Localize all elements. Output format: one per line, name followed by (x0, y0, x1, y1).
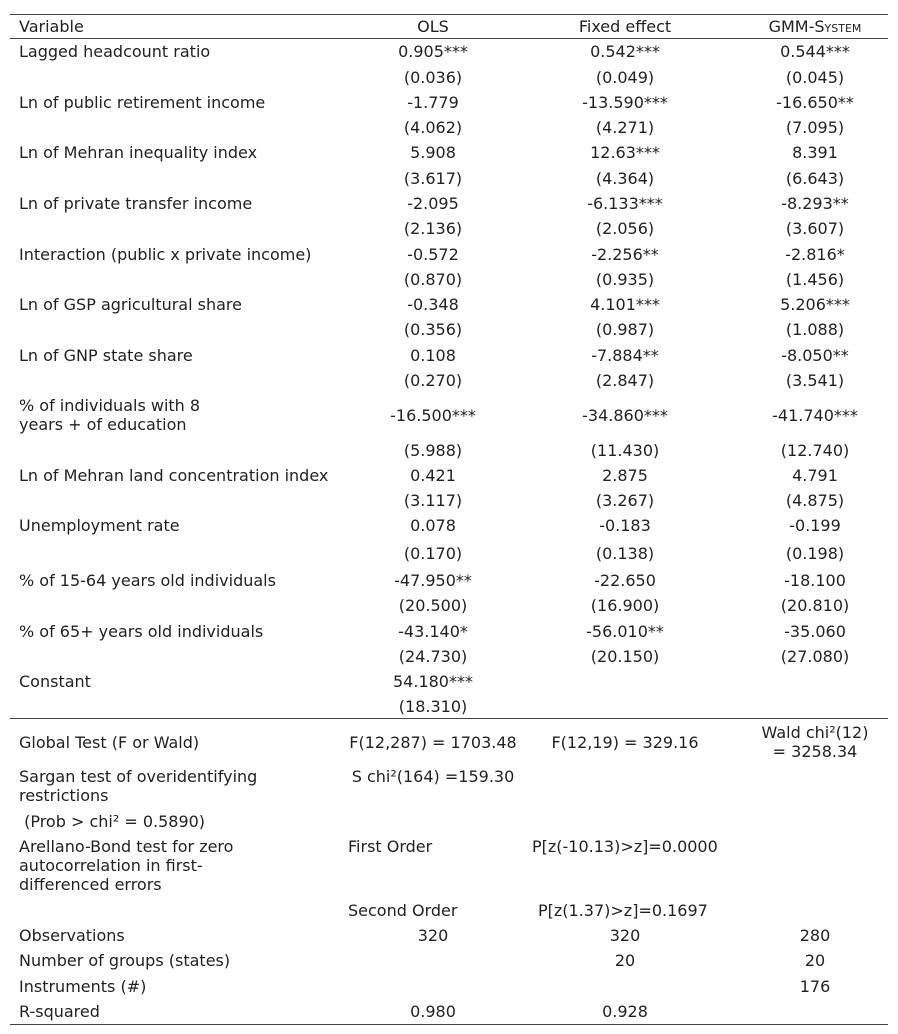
rsquared-label: R-squared (19, 1002, 100, 1021)
row-label: Lagged headcount ratio (19, 42, 211, 61)
row-label: Ln of Mehran inequality index (19, 143, 258, 162)
ols-se: (5.988) (403, 441, 463, 460)
instruments-gmm: 176 (799, 977, 831, 996)
sargan-ols: S chi²(164) =159.30 (351, 767, 515, 786)
ols-se: (3.117) (403, 491, 463, 510)
ols-se: (0.270) (403, 371, 463, 390)
row-label: % of 65+ years old individuals (19, 622, 264, 641)
arellano-second-order: Second Order (348, 901, 458, 920)
observations-fe: 320 (609, 926, 641, 945)
fe-coef: -7.884** (591, 346, 659, 365)
ols-coef: 54.180*** (393, 672, 473, 691)
fe-se: (4.364) (595, 169, 655, 188)
fe-se: (2.056) (595, 219, 655, 238)
row-label-prefix: Ln of (19, 295, 64, 314)
gmm-se: (27.080) (780, 647, 850, 666)
arellano-first-value: P[z(-10.13)>z]=0.0000 (532, 837, 718, 856)
gmm-se: (6.643) (785, 169, 845, 188)
fe-se: (11.430) (590, 441, 660, 460)
gmm-se: (1.456) (785, 270, 845, 289)
gmm-se: (1.088) (785, 320, 845, 339)
ols-se: (0.170) (403, 544, 463, 563)
fe-coef: -2.256** (591, 245, 659, 264)
ols-se: (4.062) (403, 118, 463, 137)
ols-se: (24.730) (398, 647, 468, 666)
arellano-label-line3: differenced errors (19, 875, 162, 894)
rsquared-ols: 0.980 (410, 1002, 456, 1021)
row-label: % of 15-64 years old individuals (19, 571, 276, 590)
gmm-coef: -35.060 (784, 622, 846, 641)
fe-coef: -22.650 (594, 571, 656, 590)
fe-se: (4.271) (595, 118, 655, 137)
ols-coef: 5.908 (410, 143, 456, 162)
gmm-coef: -0.199 (789, 516, 841, 535)
row-label: Interaction (public x private income) (19, 245, 312, 264)
observations-label: Observations (19, 926, 125, 945)
row-label-abbrev: GSP (63, 295, 96, 314)
gmm-coef: -16.650** (776, 93, 854, 112)
ols-se: (0.036) (403, 68, 463, 87)
fe-coef: -13.590*** (582, 93, 668, 112)
ols-coef: 0.421 (410, 466, 456, 485)
fe-se: (3.267) (595, 491, 655, 510)
gmm-coef: -41.740*** (772, 406, 858, 425)
row-label: Ln of public retirement income (19, 93, 266, 112)
fe-coef: -6.133*** (587, 194, 663, 213)
global-test-fe: F(12,19) = 329.16 (551, 733, 699, 752)
groups-fe: 20 (614, 951, 636, 970)
fe-se: (2.847) (595, 371, 655, 390)
header-rule (10, 38, 888, 39)
fe-se: (0.138) (595, 544, 655, 563)
bottom-rule (10, 1024, 888, 1025)
row-label: Ln of private transfer income (19, 194, 253, 213)
ols-coef: 0.078 (410, 516, 456, 535)
top-rule (10, 14, 888, 15)
fe-se: (0.987) (595, 320, 655, 339)
header-variable: Variable (19, 17, 84, 36)
row-label (19, 295, 242, 314)
ols-coef: 0.108 (410, 346, 456, 365)
fe-coef: 12.63*** (590, 143, 660, 162)
row-label-suffix: agricultural share (95, 295, 242, 314)
gmm-se: (0.198) (785, 544, 845, 563)
ols-se: (18.310) (398, 697, 468, 716)
groups-label: Number of groups (states) (19, 951, 231, 970)
groups-gmm: 20 (804, 951, 826, 970)
fe-coef: 0.542*** (590, 42, 660, 61)
tests-rule (10, 718, 888, 719)
gmm-se: (3.541) (785, 371, 845, 390)
global-test-label: Global Test (F or Wald) (19, 733, 200, 752)
row-label: Constant (19, 672, 91, 691)
gmm-coef: -8.050** (781, 346, 849, 365)
gmm-coef: 5.206*** (780, 295, 850, 314)
global-test-ols: F(12,287) = 1703.48 (349, 733, 517, 752)
row-label (19, 346, 193, 365)
rsquared-fe: 0.928 (602, 1002, 648, 1021)
gmm-se: (20.810) (780, 596, 850, 615)
ols-coef: -0.348 (407, 295, 459, 314)
fe-se: (0.935) (595, 270, 655, 289)
ols-se: (0.356) (403, 320, 463, 339)
ols-coef: -2.095 (407, 194, 459, 213)
gmm-se: (12.740) (780, 441, 850, 460)
gmm-coef: 0.544*** (780, 42, 850, 61)
fe-coef: -0.183 (599, 516, 651, 535)
observations-gmm: 280 (799, 926, 831, 945)
gmm-coef: -2.816* (785, 245, 845, 264)
ols-se: (2.136) (403, 219, 463, 238)
gmm-se: (3.607) (785, 219, 845, 238)
fe-coef: -34.860*** (582, 406, 668, 425)
gmm-coef: 8.391 (792, 143, 838, 162)
gmm-coef: -8.293** (781, 194, 849, 213)
arellano-first-order: First Order (348, 837, 433, 856)
ols-se: (20.500) (398, 596, 468, 615)
gmm-se: (4.875) (785, 491, 845, 510)
arellano-label-line2: autocorrelation in first- (19, 856, 203, 875)
ols-coef: -1.779 (407, 93, 459, 112)
sargan-prob: (Prob > chi² = 0.5890) (19, 812, 206, 831)
row-label: Unemployment rate (19, 516, 180, 535)
row-label-line2: years + of education (19, 415, 187, 434)
ols-se: (3.617) (403, 169, 463, 188)
global-test-gmm-line2: = 3258.34 (772, 742, 858, 761)
ols-coef: -0.572 (407, 245, 459, 264)
global-test-gmm-line1: Wald chi²(12) (761, 723, 869, 742)
fe-se: (0.049) (595, 68, 655, 87)
header-ols: OLS (417, 17, 449, 36)
row-label-suffix: state share (97, 346, 193, 365)
gmm-coef: -18.100 (784, 571, 846, 590)
arellano-second-value: P[z(1.37)>z]=0.1697 (538, 901, 708, 920)
ols-coef: -16.500*** (390, 406, 476, 425)
fe-coef: 2.875 (602, 466, 648, 485)
row-label: Ln of Mehran land concentration index (19, 466, 329, 485)
row-label-prefix: Ln of (19, 346, 64, 365)
ols-coef: -47.950** (394, 571, 472, 590)
gmm-se: (7.095) (785, 118, 845, 137)
gmm-coef: 4.791 (792, 466, 838, 485)
instruments-label: Instruments (#) (19, 977, 147, 996)
sargan-label-line1: Sargan test of overidentifying (19, 767, 258, 786)
header-gmm: GMM-System (768, 17, 862, 36)
gmm-se: (0.045) (785, 68, 845, 87)
arellano-label-line1: Arellano-Bond test for zero (19, 837, 234, 856)
header-fixed-effect: Fixed effect (578, 17, 672, 36)
row-label-line1: % of individuals with 8 (19, 396, 201, 415)
ols-coef: -43.140* (398, 622, 468, 641)
fe-coef: 4.101*** (590, 295, 660, 314)
fe-se: (16.900) (590, 596, 660, 615)
fe-se: (20.150) (590, 647, 660, 666)
ols-coef: 0.905*** (398, 42, 468, 61)
row-label-abbrev: GNP (63, 346, 98, 365)
observations-ols: 320 (417, 926, 449, 945)
ols-se: (0.870) (403, 270, 463, 289)
fe-coef: -56.010** (586, 622, 664, 641)
sargan-label-line2: restrictions (19, 786, 109, 805)
